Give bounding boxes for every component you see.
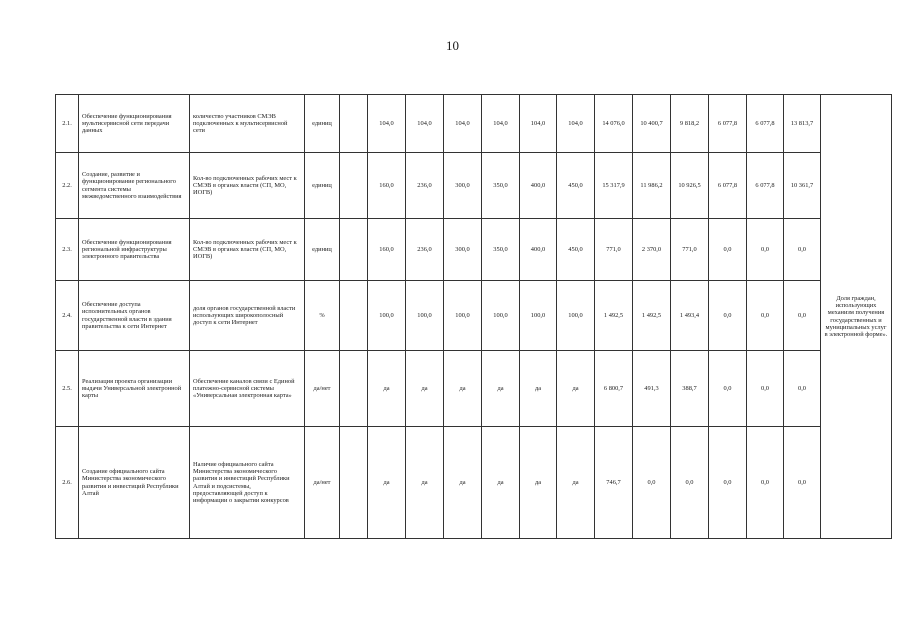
table-row bbox=[56, 281, 892, 351]
indicator-value-cell: да bbox=[520, 351, 557, 427]
program-table bbox=[55, 94, 892, 539]
row-number-cell: 2.1. bbox=[56, 95, 79, 153]
measure-name-cell: Обеспечение доступа исполнительных органов государственной власти в здания правительства к сети Интернет bbox=[79, 281, 190, 351]
empty-cell bbox=[340, 95, 368, 153]
indicator-value-cell: 100,0 bbox=[368, 281, 406, 351]
measure-name-cell: Создание официального сайта Министерства экономического развития и инвестиций Республики Алтай bbox=[79, 427, 190, 539]
indicator-value-cell: да bbox=[557, 351, 595, 427]
indicator-value-cell: да bbox=[444, 427, 482, 539]
indicator-value-cell: 236,0 bbox=[406, 153, 444, 219]
finance-value-cell: 6 077,8 bbox=[747, 153, 784, 219]
indicator-value-cell: 100,0 bbox=[557, 281, 595, 351]
indicator-value-cell: 104,0 bbox=[444, 95, 482, 153]
indicator-value-cell: 104,0 bbox=[557, 95, 595, 153]
empty-cell bbox=[340, 153, 368, 219]
row-number-cell: 2.6. bbox=[56, 427, 79, 539]
finance-value-cell: 13 813,7 bbox=[784, 95, 821, 153]
measure-name-cell: Обеспечение функционирования региональной инфраструктуры электронного правительства bbox=[79, 219, 190, 281]
finance-value-cell: 9 818,2 bbox=[671, 95, 709, 153]
finance-value-cell: 771,0 bbox=[595, 219, 633, 281]
indicator-value-cell: 450,0 bbox=[557, 219, 595, 281]
indicator-value-cell: 104,0 bbox=[520, 95, 557, 153]
finance-value-cell: 491,3 bbox=[633, 351, 671, 427]
finance-value-cell: 771,0 bbox=[671, 219, 709, 281]
unit-cell: единиц bbox=[305, 219, 340, 281]
empty-cell bbox=[340, 281, 368, 351]
table-row bbox=[56, 153, 892, 219]
indicator-cell: Кол-во подключенных рабочих мест к СМЭВ в органах власти (СП, МО, ИОГВ) bbox=[190, 153, 305, 219]
table-row bbox=[56, 351, 892, 427]
indicator-value-cell: да bbox=[444, 351, 482, 427]
table-row bbox=[56, 95, 892, 153]
finance-value-cell: 6 077,8 bbox=[709, 153, 747, 219]
empty-cell bbox=[340, 219, 368, 281]
indicator-value-cell: 160,0 bbox=[368, 219, 406, 281]
indicator-cell: Кол-во подключенных рабочих мест к СМЭВ в органах власти (СП, МО, ИОГВ) bbox=[190, 219, 305, 281]
finance-value-cell: 15 317,9 bbox=[595, 153, 633, 219]
measure-name-cell: Реализация проекта организации выдачи Универсальной электронной карты bbox=[79, 351, 190, 427]
indicator-value-cell: да bbox=[557, 427, 595, 539]
unit-cell: да/нет bbox=[305, 427, 340, 539]
table-row bbox=[56, 427, 892, 539]
finance-value-cell: 10 926,5 bbox=[671, 153, 709, 219]
indicator-note-text: Доля граждан, использующих механизм получения государственных и муниципальных услуг в электронной форме». bbox=[824, 294, 888, 338]
indicator-cell: количество участников СМЭВ подключенных к мультисервисной сети bbox=[190, 95, 305, 153]
indicator-value-cell: да bbox=[368, 351, 406, 427]
finance-value-cell: 6 800,7 bbox=[595, 351, 633, 427]
row-number-cell: 2.2. bbox=[56, 153, 79, 219]
finance-value-cell: 0,0 bbox=[671, 427, 709, 539]
indicator-value-cell: 100,0 bbox=[482, 281, 520, 351]
finance-value-cell: 11 986,2 bbox=[633, 153, 671, 219]
finance-value-cell: 0,0 bbox=[747, 427, 784, 539]
finance-value-cell: 10 361,7 bbox=[784, 153, 821, 219]
indicator-value-cell: да bbox=[406, 351, 444, 427]
indicator-value-cell: 300,0 bbox=[444, 219, 482, 281]
finance-value-cell: 1 492,5 bbox=[633, 281, 671, 351]
finance-value-cell: 6 077,8 bbox=[709, 95, 747, 153]
indicator-value-cell: 160,0 bbox=[368, 153, 406, 219]
finance-value-cell: 746,7 bbox=[595, 427, 633, 539]
indicator-value-cell: 400,0 bbox=[520, 153, 557, 219]
finance-value-cell: 1 493,4 bbox=[671, 281, 709, 351]
indicator-cell: Обеспечение каналов связи с Единой платежно-сервисной системы «Универсальная электронная карта» bbox=[190, 351, 305, 427]
finance-value-cell: 0,0 bbox=[747, 219, 784, 281]
measure-name-cell: Создание, развитие и функционирование регионального сегмента системы межведомственного взаимодействия bbox=[79, 153, 190, 219]
unit-cell: да/нет bbox=[305, 351, 340, 427]
indicator-note-cell bbox=[821, 95, 892, 539]
finance-value-cell: 388,7 bbox=[671, 351, 709, 427]
finance-value-cell: 0,0 bbox=[784, 281, 821, 351]
table-row bbox=[56, 219, 892, 281]
finance-value-cell: 0,0 bbox=[709, 219, 747, 281]
row-number-cell: 2.3. bbox=[56, 219, 79, 281]
finance-value-cell: 0,0 bbox=[747, 281, 784, 351]
indicator-value-cell: 104,0 bbox=[368, 95, 406, 153]
finance-value-cell: 1 492,5 bbox=[595, 281, 633, 351]
indicator-value-cell: 100,0 bbox=[406, 281, 444, 351]
empty-cell bbox=[340, 427, 368, 539]
row-number-cell: 2.4. bbox=[56, 281, 79, 351]
finance-value-cell: 0,0 bbox=[633, 427, 671, 539]
finance-value-cell: 2 370,0 bbox=[633, 219, 671, 281]
indicator-value-cell: да bbox=[482, 427, 520, 539]
indicator-value-cell: 104,0 bbox=[482, 95, 520, 153]
finance-value-cell: 0,0 bbox=[784, 351, 821, 427]
finance-value-cell: 0,0 bbox=[784, 427, 821, 539]
finance-value-cell: 0,0 bbox=[784, 219, 821, 281]
unit-cell: единиц bbox=[305, 153, 340, 219]
measure-name-cell: Обеспечение функционирования мультисервисной сети передачи данных bbox=[79, 95, 190, 153]
unit-cell: единиц bbox=[305, 95, 340, 153]
indicator-value-cell: да bbox=[368, 427, 406, 539]
indicator-value-cell: 400,0 bbox=[520, 219, 557, 281]
finance-value-cell: 14 076,0 bbox=[595, 95, 633, 153]
indicator-value-cell: 236,0 bbox=[406, 219, 444, 281]
unit-cell: % bbox=[305, 281, 340, 351]
indicator-value-cell: да bbox=[520, 427, 557, 539]
indicator-value-cell: да bbox=[406, 427, 444, 539]
finance-value-cell: 10 400,7 bbox=[633, 95, 671, 153]
indicator-cell: доля органов государственной власти использующих широкополосный доступ к сети Интернет bbox=[190, 281, 305, 351]
indicator-value-cell: 104,0 bbox=[406, 95, 444, 153]
indicator-value-cell: 450,0 bbox=[557, 153, 595, 219]
finance-value-cell: 6 077,8 bbox=[747, 95, 784, 153]
finance-value-cell: 0,0 bbox=[709, 281, 747, 351]
indicator-value-cell: 350,0 bbox=[482, 153, 520, 219]
empty-cell bbox=[340, 351, 368, 427]
indicator-value-cell: 350,0 bbox=[482, 219, 520, 281]
indicator-value-cell: 300,0 bbox=[444, 153, 482, 219]
finance-value-cell: 0,0 bbox=[709, 351, 747, 427]
indicator-value-cell: 100,0 bbox=[444, 281, 482, 351]
finance-value-cell: 0,0 bbox=[747, 351, 784, 427]
indicator-value-cell: 100,0 bbox=[520, 281, 557, 351]
row-number-cell: 2.5. bbox=[56, 351, 79, 427]
page-number: 10 bbox=[446, 38, 459, 53]
indicator-value-cell: да bbox=[482, 351, 520, 427]
indicator-cell: Наличие официального сайта Министерства экономического развития и инвестиций Республики Алтай и подсистемы, предоставляющей доступ к информации о закрытии конкурсов bbox=[190, 427, 305, 539]
finance-value-cell: 0,0 bbox=[709, 427, 747, 539]
